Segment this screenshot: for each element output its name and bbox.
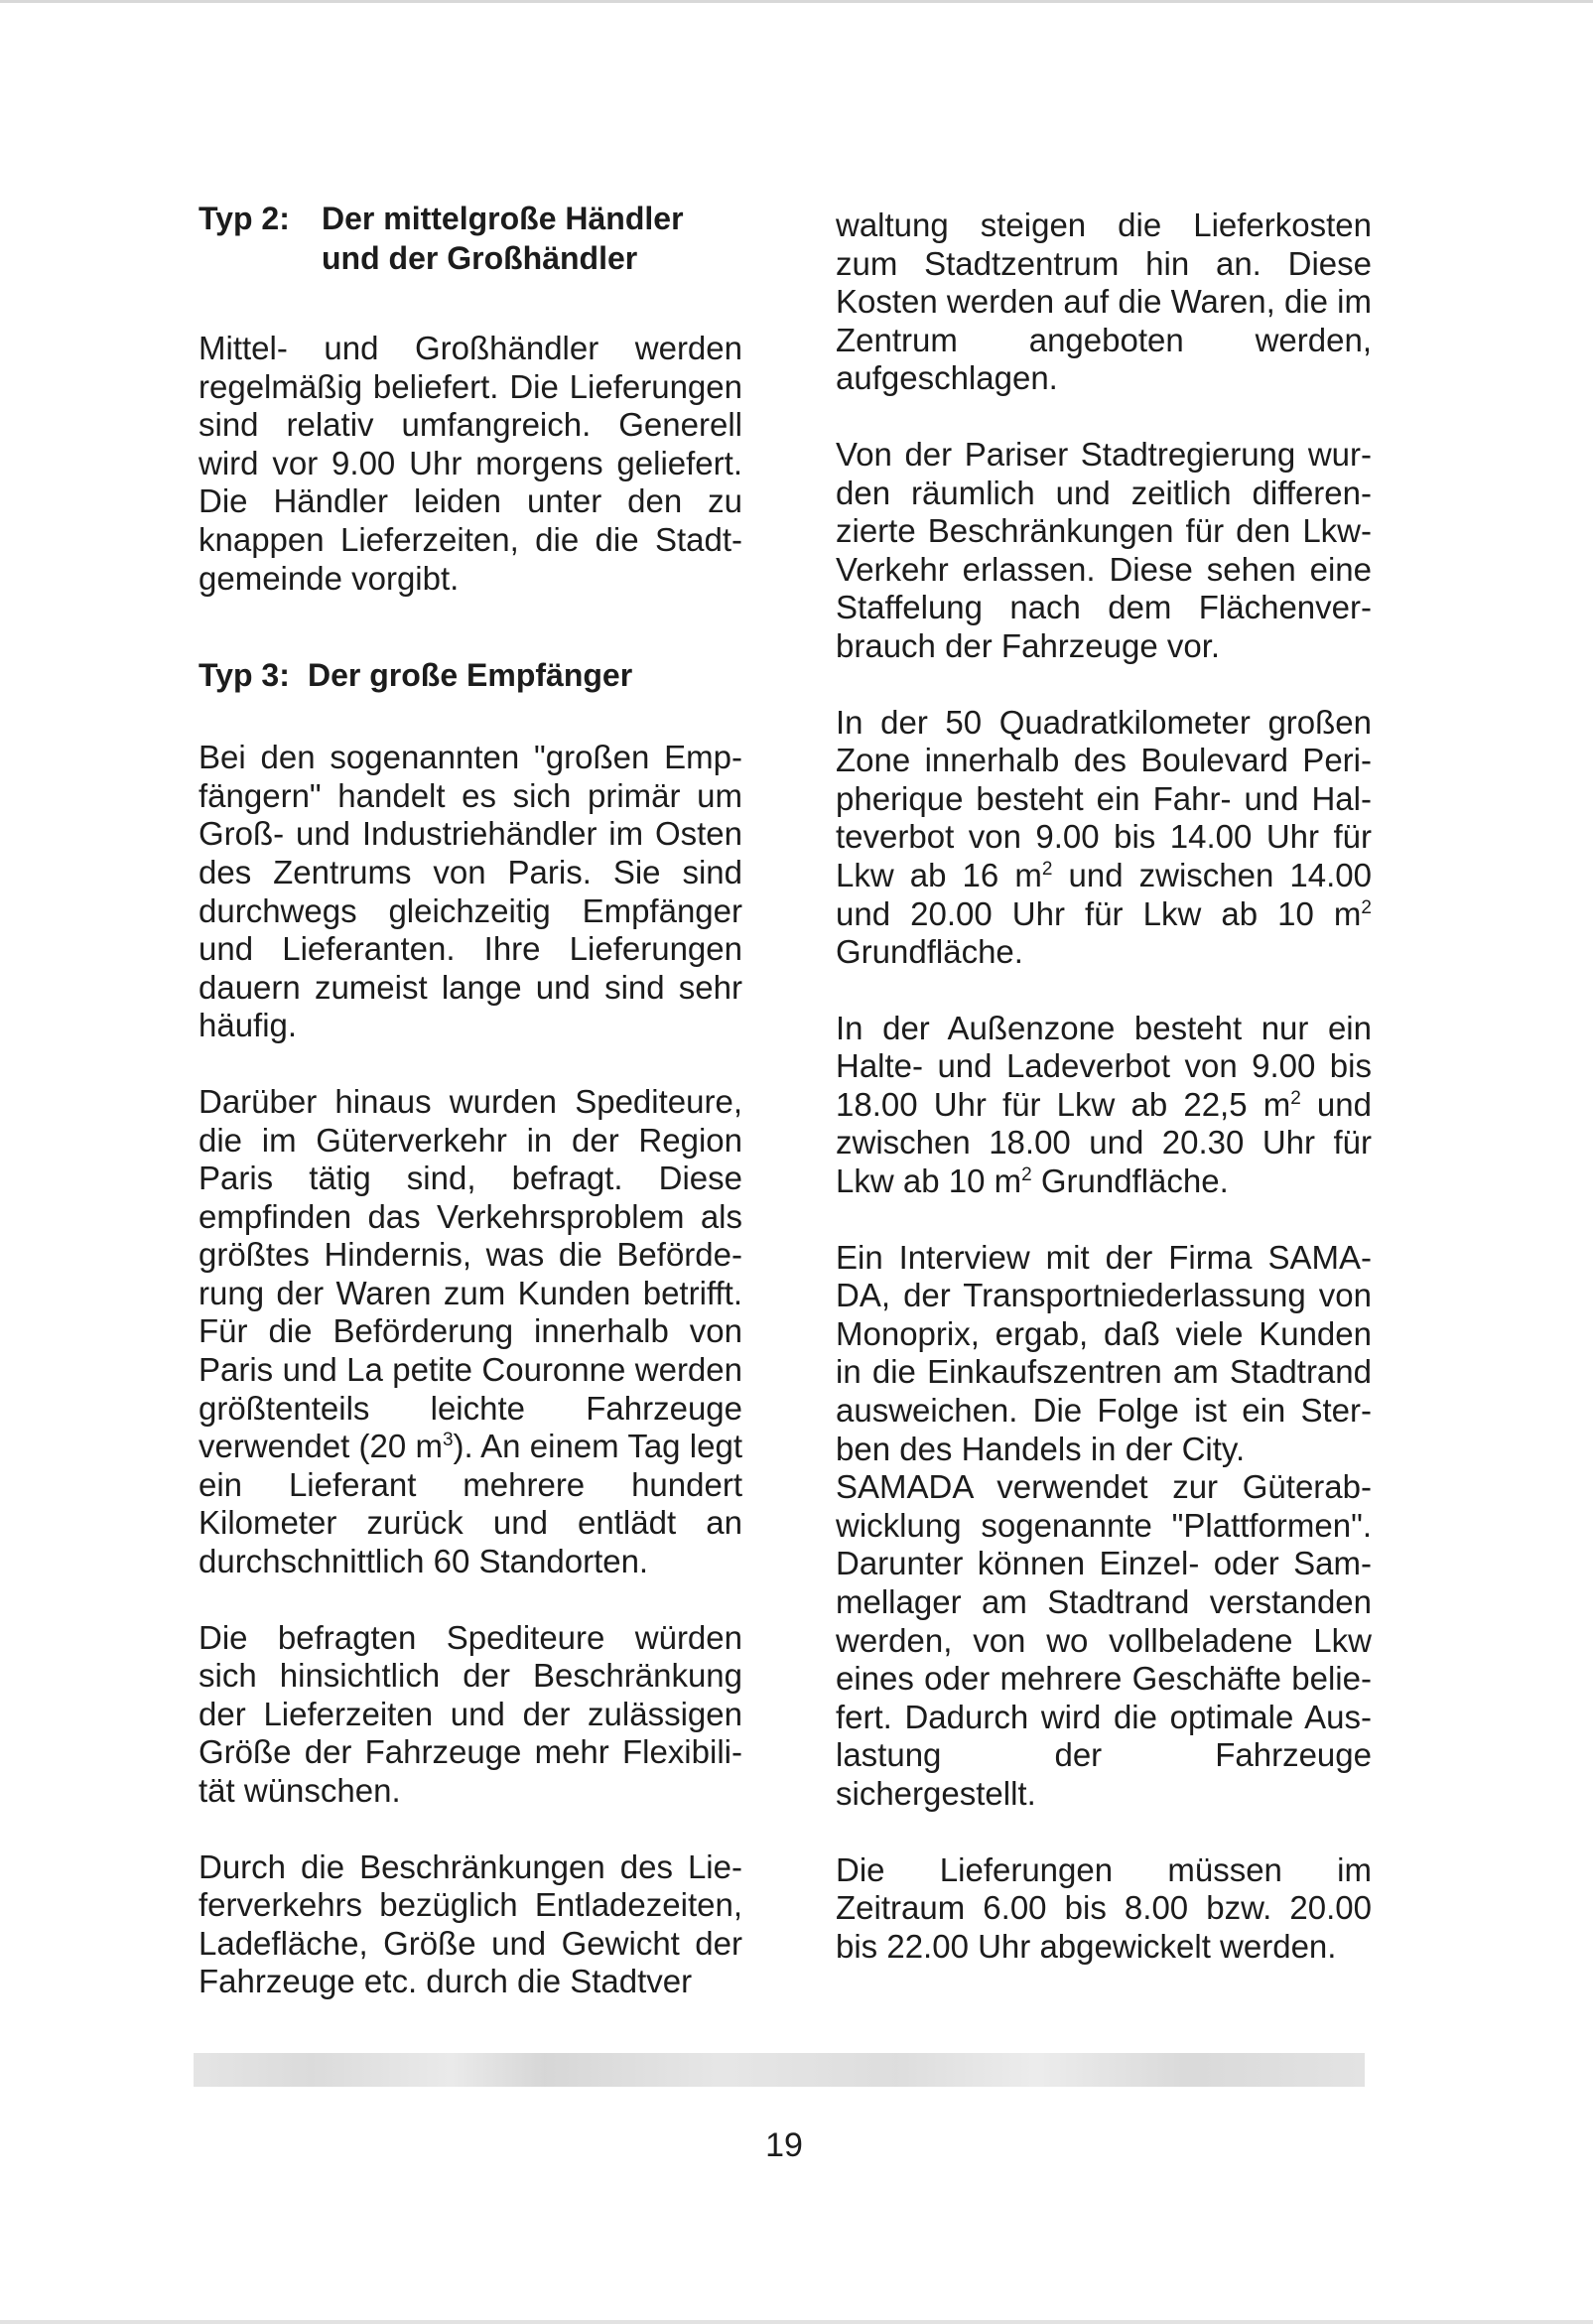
paragraph-samada: Ein Interview mit der Firma SAMADA, der Transportniederlassung von Monoprix, ergab, daß viele Kunden in die Einkaufszentren am Stadtrand ausweichen. Die Folge ist ein Sterben des Handels in der City. <box>836 1238 1372 1467</box>
heading-type3 <box>199 655 742 695</box>
paragraph-flexibility: Die befragten Spediteure würden sich hinsichtlich der Beschränkung der Lieferzeiten und der zulässigen Größe der Fahrzeuge mehr Flexibilität wünschen. <box>199 1618 742 1809</box>
paragraph-spediteure-part2: ). An einem Tag legt ein Lieferant mehrere hundert Kilometer zurück und entlädt an durchschnittlich 60 Standorten. <box>199 1428 742 1580</box>
paragraph-outer-zone-part2: und zwischen 18.00 und 20.30 Uhr für Lkw ab 10 m <box>836 1085 1372 1200</box>
heading-type2 <box>199 199 742 278</box>
heading-type2-line1: Der mittelgroße Händler <box>322 201 684 236</box>
footer-decorative-strip <box>194 2053 1365 2087</box>
left-column <box>199 199 742 2039</box>
scan-edge-bottom <box>0 2320 1593 2324</box>
paragraph-platforms: SAMADA verwendet zur Güterabwicklung sogenannte "Plattformen". Darunter können Einzel- oder Sammellager am Stadtrand verstanden werden, von wo vollbeladene Lkw eines oder mehrere Geschäfte beliefert. Dadurch wird die optimale Auslastung der Fahrzeuge sichergestellt. <box>836 1468 1372 1812</box>
paragraph-spediteure-part1: Darüber hinaus wurden Spediteure, die im Güterverkehr in der Region Paris tätig sind, befragt. Diese empfinden das Verkehrsproblem als größtes Hindernis, was die Beförderung der Waren zum Kunden betrifft. Für die Beförderung innerhalb von Paris und La petite Couronne werden größtenteils leichte Fahrzeuge verwendet (20 m <box>199 1082 742 1465</box>
paragraph-zone-50-part1: In der 50 Quadratkilometer großen Zone innerhalb des Boulevard Peripherique besteht ein Fahr- und Halteverbot von 9.00 bis 14.00 Uhr für Lkw ab 16 m <box>836 703 1372 893</box>
paragraph-type3: Bei den sogenannten "großen Empfängern" handelt es sich primär um Groß- und Industriehändler im Osten des Zentrums von Paris. Sie sind durchwegs gleichzeitig Empfänger und Lieferanten. Ihre Lieferungen dauern zumeist lange und sind sehr häufig. <box>199 739 742 1044</box>
page-number: 19 <box>765 2126 803 2164</box>
paragraph-costs: waltung steigen die Lieferkosten zum Stadtzentrum hin an. Diese Kosten werden auf die Waren, die im Zentrum angeboten werden, aufgeschlagen. <box>836 206 1372 397</box>
superscript-2c: 2 <box>1290 1087 1301 1109</box>
paragraph-zone-50-part2: und zwischen 14.00 und 20.00 Uhr für Lkw ab 10 m <box>836 856 1373 932</box>
right-column <box>836 206 1372 2003</box>
paragraph-delivery-times: Die Lieferungen müssen im Zeitraum 6.00 bis 8.00 bzw. 20.00 bis 22.00 Uhr abgewickelt werden. <box>836 1850 1372 1965</box>
paragraph-zone-50 <box>836 704 1372 972</box>
heading-type3-label: Typ 3: <box>199 657 290 694</box>
paragraph-restrictions: Durch die Beschränkungen des Lieferverkehrs bezüglich Entladezeiten, Ladefläche, Größe und Gewicht der Fahrzeuge etc. durch die Stadtver <box>199 1847 742 2000</box>
paragraph-outer-zone-part1: In der Außenzone besteht nur ein Halte- und Ladeverbot von 9.00 bis 18.00 Uhr für Lkw ab 22,5 m <box>836 1009 1372 1123</box>
superscript-3: 3 <box>442 1430 454 1451</box>
paragraph-type2: Mittel- und Großhändler werden regelmäßig beliefert. Die Lieferungen sind relativ umfangreich. Generell wird vor 9.00 Uhr morgens geliefert. Die Händler leiden unter den zu knappen Lieferzeiten, die die Stadtgemeinde vorgibt. <box>199 330 742 597</box>
scan-edge-top <box>0 0 1593 3</box>
heading-type3-text: Der große Empfänger <box>308 657 633 694</box>
superscript-2a: 2 <box>1041 858 1053 880</box>
paragraph-spediteure <box>199 1083 742 1581</box>
paragraph-zone-50-part3: Grundfläche. <box>836 933 1023 971</box>
superscript-2b: 2 <box>1361 896 1372 918</box>
superscript-2d: 2 <box>1021 1164 1032 1186</box>
heading-type2-line2: und der Großhändler <box>322 240 638 276</box>
paragraph-outer-zone <box>836 1010 1372 1201</box>
paragraph-outer-zone-part3: Grundfläche. <box>1031 1162 1229 1200</box>
paragraph-paris-government: Von der Pariser Stadtregierung wurden räumlich und zeitlich differenzierte Beschränkungen für den Lkw-Verkehr erlassen. Diese sehen eine Staffelung nach dem Flächenverbrauch der Fahrzeuge vor. <box>836 435 1372 664</box>
heading-type2-label: Typ 2: <box>199 201 290 236</box>
